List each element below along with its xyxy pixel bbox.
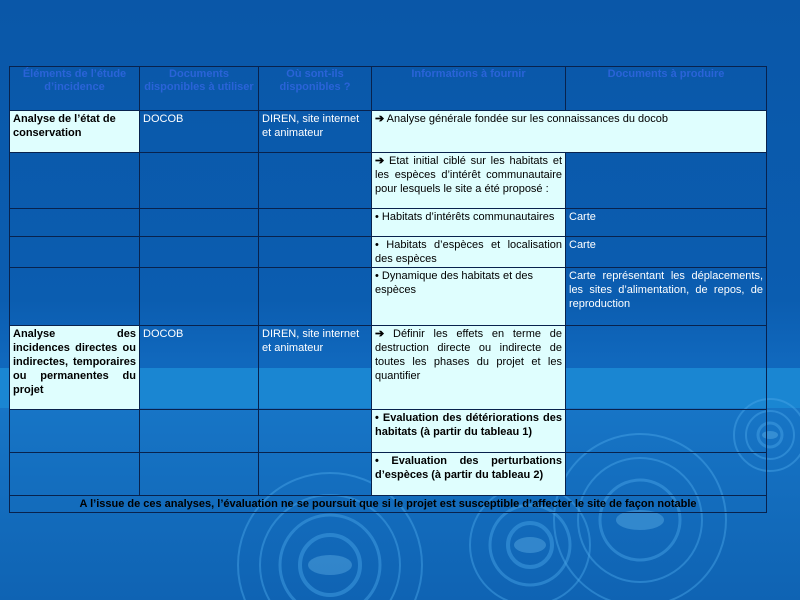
where-diren: DIREN, site internet et animateur — [259, 111, 372, 153]
documents-docob: DOCOB — [140, 111, 259, 153]
header-where-available: Où sont-ils disponibles ? — [259, 67, 372, 111]
info-perturbations: • Evaluation des perturbations d’espèces (à partir du tableau 2) — [372, 453, 566, 496]
empty-cell — [566, 326, 767, 410]
produce-carte-deplacements: Carte représentant les déplacements, les sites d’alimentation, de repos, de reproduction — [566, 268, 767, 326]
documents-docob: DOCOB — [140, 326, 259, 410]
where-diren: DIREN, site internet et animateur — [259, 326, 372, 410]
empty-cell — [259, 209, 372, 237]
element-incidences: Analyse des incidences directes ou indirectes, temporaires ou permanentes du projet — [10, 326, 140, 410]
table-row — [10, 111, 767, 153]
right-arrow-icon: ➔ — [375, 155, 385, 167]
empty-cell — [259, 453, 372, 496]
header-documents-to-produce: Documents à produire — [566, 67, 767, 111]
right-arrow-icon: ➔ — [375, 113, 385, 125]
incidence-study-table — [9, 66, 767, 513]
empty-cell — [140, 410, 259, 453]
empty-cell — [259, 410, 372, 453]
table-row — [10, 453, 767, 496]
table-row — [10, 209, 767, 237]
table-footer-note: A l’issue de ces analyses, l’évaluation ne se poursuit que si le projet est susceptible d’affecter le site de façon notable — [10, 496, 767, 513]
element-conservation: Analyse de l’état de conservation — [10, 111, 140, 153]
info-etat-initial-text: Etat initial ciblé sur les habitats et les espèces d’intérêt communautaire pour lesquels le site a été proposé : — [375, 155, 563, 195]
info-effets — [372, 326, 566, 410]
empty-cell — [566, 410, 767, 453]
empty-cell — [10, 410, 140, 453]
table-row — [10, 153, 767, 209]
right-arrow-icon: ➔ — [375, 328, 385, 340]
table-row — [10, 268, 767, 326]
table-row — [10, 410, 767, 453]
table-header-row — [10, 67, 767, 111]
empty-cell — [10, 237, 140, 268]
header-elements: Éléments de l’étude d’incidence — [10, 67, 140, 111]
empty-cell — [10, 268, 140, 326]
empty-cell — [10, 453, 140, 496]
table-row — [10, 237, 767, 268]
empty-cell — [566, 153, 767, 209]
table-row — [10, 326, 767, 410]
empty-cell — [140, 237, 259, 268]
info-general-analysis — [372, 111, 767, 153]
empty-cell — [10, 153, 140, 209]
empty-cell — [10, 209, 140, 237]
empty-cell — [259, 237, 372, 268]
empty-cell — [259, 268, 372, 326]
empty-cell — [140, 153, 259, 209]
table-footer-row — [10, 496, 767, 513]
info-general-text: Analyse générale fondée sur les connaissances du docob — [386, 113, 668, 125]
info-effets-text: Définir les effets en terme de destruction directe ou indirecte de toutes les phases du projet et les quantifier — [375, 328, 563, 382]
info-habitats-especes: • Habitats d’espèces et localisation des espèces — [372, 237, 566, 268]
empty-cell — [259, 153, 372, 209]
info-dynamique: • Dynamique des habitats et des espèces — [372, 268, 566, 326]
header-documents-available: Documents disponibles à utiliser — [140, 67, 259, 111]
info-deteriorations: • Evaluation des détériorations des habitats (à partir du tableau 1) — [372, 410, 566, 453]
empty-cell — [140, 209, 259, 237]
info-etat-initial — [372, 153, 566, 209]
header-info-to-provide: Informations à fournir — [372, 67, 566, 111]
produce-carte-habitats-especes: Carte — [566, 237, 767, 268]
produce-carte-habitats: Carte — [566, 209, 767, 237]
empty-cell — [140, 453, 259, 496]
empty-cell — [140, 268, 259, 326]
empty-cell — [566, 453, 767, 496]
info-habitats: • Habitats d’intérêts communautaires — [372, 209, 566, 237]
